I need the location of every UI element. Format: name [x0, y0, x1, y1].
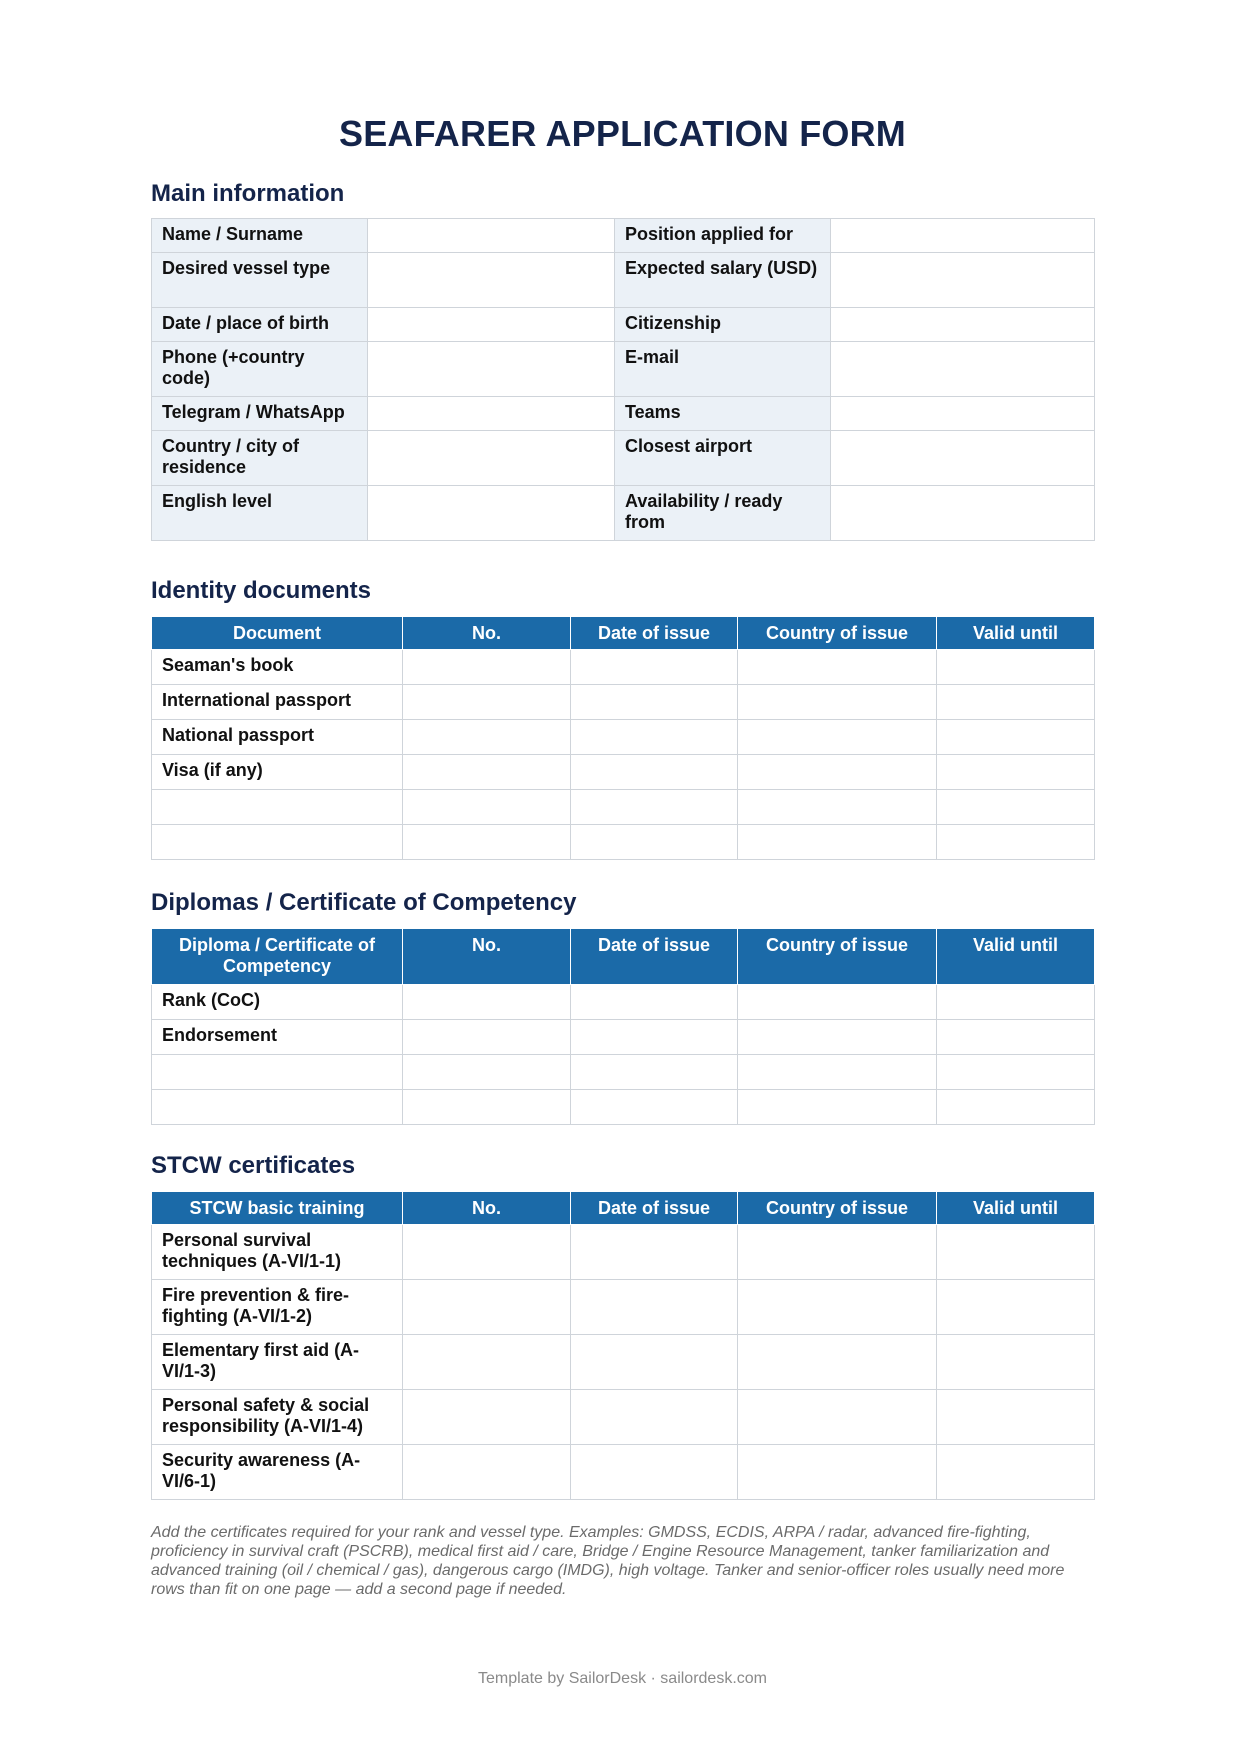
stcw-certificates-table [151, 1192, 1095, 1500]
field-value-input[interactable] [831, 308, 1095, 342]
field-label: Desired vessel type [152, 253, 368, 308]
row-label[interactable] [152, 790, 403, 825]
field-value-input[interactable] [831, 397, 1095, 431]
table-header-row [152, 617, 1095, 650]
field-label: Expected salary (USD) [615, 253, 831, 308]
cell-input[interactable] [937, 1055, 1095, 1090]
field-label: Closest airport [615, 431, 831, 486]
field-value-input[interactable] [368, 308, 615, 342]
certificates-note: Add the certificates required for your rank and vessel type. Examples: GMDSS, ECDIS, ARPA / radar, advanced fire-fighting, proficiency in survival craft (PSCRB), medical first aid / care, Bridge / Engine Resource Management, tanker familiarization and advanced training (oil / chemical / gas), dangerous cargo (IMDG), high voltage. Tanker and senior-officer roles usually need more rows than fit on one page — add a second page if needed. [151, 1524, 1065, 1598]
row-label: Security awareness (A-VI/6-1) [152, 1445, 403, 1500]
table-row [152, 685, 1095, 720]
main-info-row [152, 431, 1095, 486]
row-label[interactable] [152, 825, 403, 860]
row-label: Endorsement [152, 1020, 403, 1055]
cell-input[interactable] [738, 1390, 937, 1445]
table-row [152, 1335, 1095, 1390]
cell-input[interactable] [403, 685, 571, 720]
main-info-row [152, 253, 1095, 308]
row-label: Visa (if any) [152, 755, 403, 790]
cell-input[interactable] [738, 685, 937, 720]
field-value-input[interactable] [368, 253, 615, 308]
cell-input[interactable] [738, 825, 937, 860]
cell-input[interactable] [937, 825, 1095, 860]
table-row [152, 790, 1095, 825]
cell-input[interactable] [738, 790, 937, 825]
cell-input[interactable] [403, 825, 571, 860]
cell-input[interactable] [403, 1090, 571, 1125]
column-header: No. [403, 617, 571, 650]
section-heading-diplomas: Diplomas / Certificate of Competency [151, 889, 577, 916]
field-value-input[interactable] [368, 219, 615, 253]
cell-input[interactable] [403, 1445, 571, 1500]
cell-input[interactable] [571, 1090, 738, 1125]
field-value-input[interactable] [368, 486, 615, 541]
cell-input[interactable] [937, 685, 1095, 720]
table-row [152, 1390, 1095, 1445]
main-info-row [152, 308, 1095, 342]
field-label: Date / place of birth [152, 308, 368, 342]
table-row [152, 650, 1095, 685]
cell-input[interactable] [738, 1445, 937, 1500]
section-heading-stcw: STCW certificates [151, 1152, 356, 1179]
template-footer: Template by SailorDesk · sailordesk.com [478, 1670, 767, 1687]
field-value-input[interactable] [831, 253, 1095, 308]
cell-input[interactable] [738, 755, 937, 790]
column-header: STCW basic training [152, 1192, 403, 1225]
table-row [152, 720, 1095, 755]
section-heading-main: Main information [151, 180, 345, 207]
cell-input[interactable] [403, 1055, 571, 1090]
cell-input[interactable] [571, 1055, 738, 1090]
field-value-input[interactable] [831, 219, 1095, 253]
cell-input[interactable] [937, 720, 1095, 755]
cell-input[interactable] [937, 1090, 1095, 1125]
form-title: SEAFARER APPLICATION FORM [338, 113, 906, 154]
cell-input[interactable] [937, 1335, 1095, 1390]
cell-input[interactable] [738, 1090, 937, 1125]
cell-input[interactable] [937, 790, 1095, 825]
field-value-input[interactable] [831, 486, 1095, 541]
row-label: Fire prevention & fire-fighting (A-VI/1-2) [152, 1280, 403, 1335]
cell-input[interactable] [571, 1020, 738, 1055]
column-header: Valid until [937, 1192, 1095, 1225]
cell-input[interactable] [571, 1445, 738, 1500]
table-row [152, 1055, 1095, 1090]
cell-input[interactable] [571, 790, 738, 825]
cell-input[interactable] [403, 720, 571, 755]
row-label: Personal safety & social responsibility (A-VI/1-4) [152, 1390, 403, 1445]
row-label[interactable] [152, 1055, 403, 1090]
field-value-input[interactable] [368, 397, 615, 431]
row-label: Seaman's book [152, 650, 403, 685]
column-header: Country of issue [738, 1192, 937, 1225]
table-row [152, 1090, 1095, 1125]
cell-input[interactable] [738, 1055, 937, 1090]
cell-input[interactable] [937, 1280, 1095, 1335]
table-row [152, 985, 1095, 1020]
cell-input[interactable] [403, 1225, 571, 1280]
cell-input[interactable] [571, 1225, 738, 1280]
section-heading-identity: Identity documents [151, 577, 372, 604]
column-header: No. [403, 929, 571, 985]
field-value-input[interactable] [831, 431, 1095, 486]
column-header: Date of issue [571, 929, 738, 985]
row-label: Personal survival techniques (A-VI/1-1) [152, 1225, 403, 1280]
column-header: No. [403, 1192, 571, 1225]
cell-input[interactable] [571, 985, 738, 1020]
cell-input[interactable] [571, 1335, 738, 1390]
field-label: Telegram / WhatsApp [152, 397, 368, 431]
main-info-row [152, 219, 1095, 253]
cell-input[interactable] [738, 985, 937, 1020]
cell-input[interactable] [403, 755, 571, 790]
main-info-row [152, 486, 1095, 541]
table-header-row [152, 929, 1095, 985]
cell-input[interactable] [738, 1335, 937, 1390]
column-header: Date of issue [571, 617, 738, 650]
cell-input[interactable] [738, 1020, 937, 1055]
field-label: Availability / ready from [615, 486, 831, 541]
row-label: International passport [152, 685, 403, 720]
diplomas-table [151, 929, 1095, 1125]
cell-input[interactable] [738, 1280, 937, 1335]
row-label: Elementary first aid (A-VI/1-3) [152, 1335, 403, 1390]
cell-input[interactable] [937, 1020, 1095, 1055]
field-value-input[interactable] [368, 342, 615, 397]
column-header: Date of issue [571, 1192, 738, 1225]
main-info-row [152, 397, 1095, 431]
field-label: Teams [615, 397, 831, 431]
cell-input[interactable] [571, 1390, 738, 1445]
cell-input[interactable] [571, 1280, 738, 1335]
table-row [152, 1280, 1095, 1335]
cell-input[interactable] [403, 1020, 571, 1055]
cell-input[interactable] [937, 650, 1095, 685]
cell-input[interactable] [403, 650, 571, 685]
cell-input[interactable] [403, 1335, 571, 1390]
row-label: Rank (CoC) [152, 985, 403, 1020]
table-row [152, 755, 1095, 790]
column-header: Document [152, 617, 403, 650]
table-row [152, 1020, 1095, 1055]
field-label: Citizenship [615, 308, 831, 342]
table-row [152, 1225, 1095, 1280]
column-header: Valid until [937, 929, 1095, 985]
field-value-input[interactable] [831, 342, 1095, 397]
row-label[interactable] [152, 1090, 403, 1125]
cell-input[interactable] [571, 825, 738, 860]
cell-input[interactable] [937, 985, 1095, 1020]
column-header: Diploma / Certificate of Competency [152, 929, 403, 985]
cell-input[interactable] [738, 720, 937, 755]
field-label: Name / Surname [152, 219, 368, 253]
cell-input[interactable] [937, 1445, 1095, 1500]
table-header-row [152, 1192, 1095, 1225]
cell-input[interactable] [937, 755, 1095, 790]
field-label: E-mail [615, 342, 831, 397]
cell-input[interactable] [571, 755, 738, 790]
cell-input[interactable] [403, 1390, 571, 1445]
cell-input[interactable] [403, 790, 571, 825]
field-label: Position applied for [615, 219, 831, 253]
cell-input[interactable] [571, 685, 738, 720]
table-row [152, 825, 1095, 860]
field-label: English level [152, 486, 368, 541]
cell-input[interactable] [937, 1225, 1095, 1280]
field-label: Country / city of residence [152, 431, 368, 486]
column-header: Country of issue [738, 617, 937, 650]
cell-input[interactable] [937, 1390, 1095, 1445]
cell-input[interactable] [571, 650, 738, 685]
cell-input[interactable] [738, 1225, 937, 1280]
field-value-input[interactable] [368, 431, 615, 486]
cell-input[interactable] [403, 985, 571, 1020]
main-info-table [151, 218, 1095, 541]
column-header: Valid until [937, 617, 1095, 650]
column-header: Country of issue [738, 929, 937, 985]
cell-input[interactable] [403, 1280, 571, 1335]
cell-input[interactable] [571, 720, 738, 755]
table-row [152, 1445, 1095, 1500]
identity-documents-table [151, 617, 1095, 860]
main-info-row [152, 342, 1095, 397]
row-label: National passport [152, 720, 403, 755]
field-label: Phone (+country code) [152, 342, 368, 397]
cell-input[interactable] [738, 650, 937, 685]
